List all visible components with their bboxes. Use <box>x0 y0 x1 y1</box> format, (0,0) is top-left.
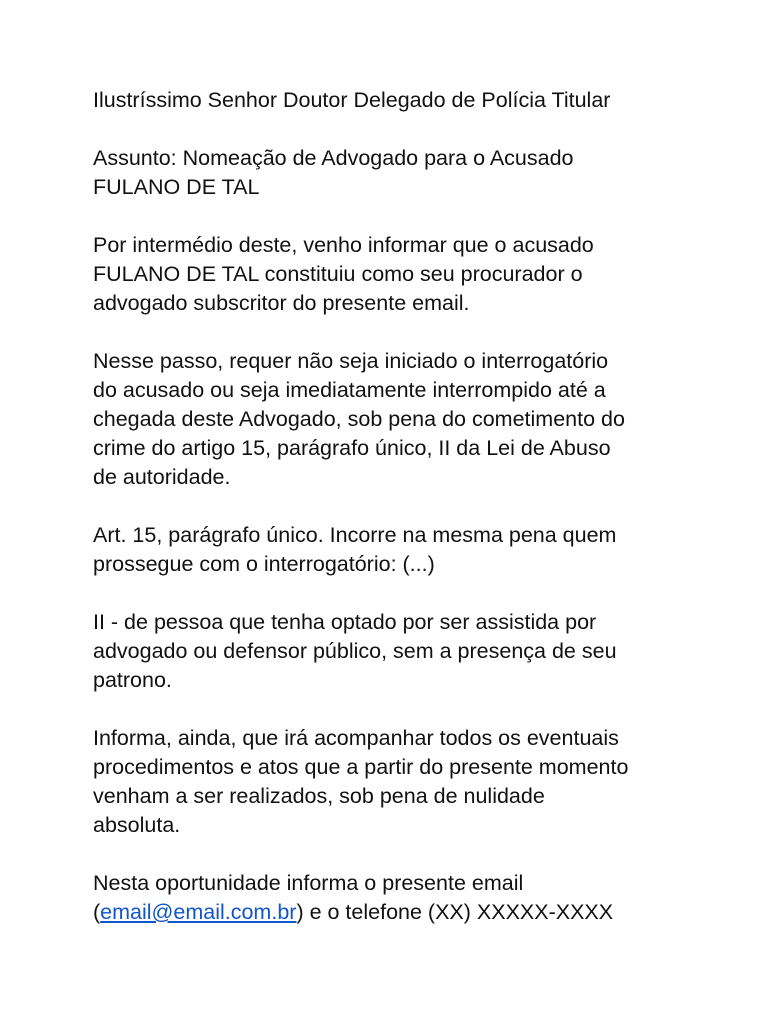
paragraph-follow-up: Informa, ainda, que irá acompanhar todos os eventuais procedimentos e atos que a partir do presente momento venham a ser realizados, sob pena de nulidade absoluta. <box>93 726 629 837</box>
closing-line-1: Nesta oportunidade informa o presente email <box>93 871 524 895</box>
email-link[interactable]: email@email.com.br <box>100 900 297 924</box>
closing-paragraph <box>93 869 693 927</box>
phone-text: ) e o telefone (XX) XXXXX-XXXX <box>296 900 614 924</box>
paragraph-appointment: Por intermédio deste, venho informar que o acusado FULANO DE TAL constituiu como seu procurador o advogado subscritor do presente email. <box>93 233 594 315</box>
document-body <box>93 86 693 927</box>
paragraph-request: Nesse passo, requer não seja iniciado o interrogatório do acusado ou seja imediatamente interrompido até a chegada deste Advogado, sob pena do cometimento do crime do artigo 15, parágrafo único, II da Lei de Abuso de autoridade. <box>93 349 625 489</box>
subject-line: Assunto: Nomeação de Advogado para o Acusado FULANO DE TAL <box>93 146 574 199</box>
paragraph-law-item: II - de pessoa que tenha optado por ser assistida por advogado ou defensor público, sem a presença de seu patrono. <box>93 610 617 692</box>
open-paren: ( <box>93 900 101 924</box>
salutation: Ilustríssimo Senhor Doutor Delegado de Polícia Titular <box>93 88 611 112</box>
paragraph-law-article: Art. 15, parágrafo único. Incorre na mesma pena quem prossegue com o interrogatório: (...) <box>93 523 617 576</box>
